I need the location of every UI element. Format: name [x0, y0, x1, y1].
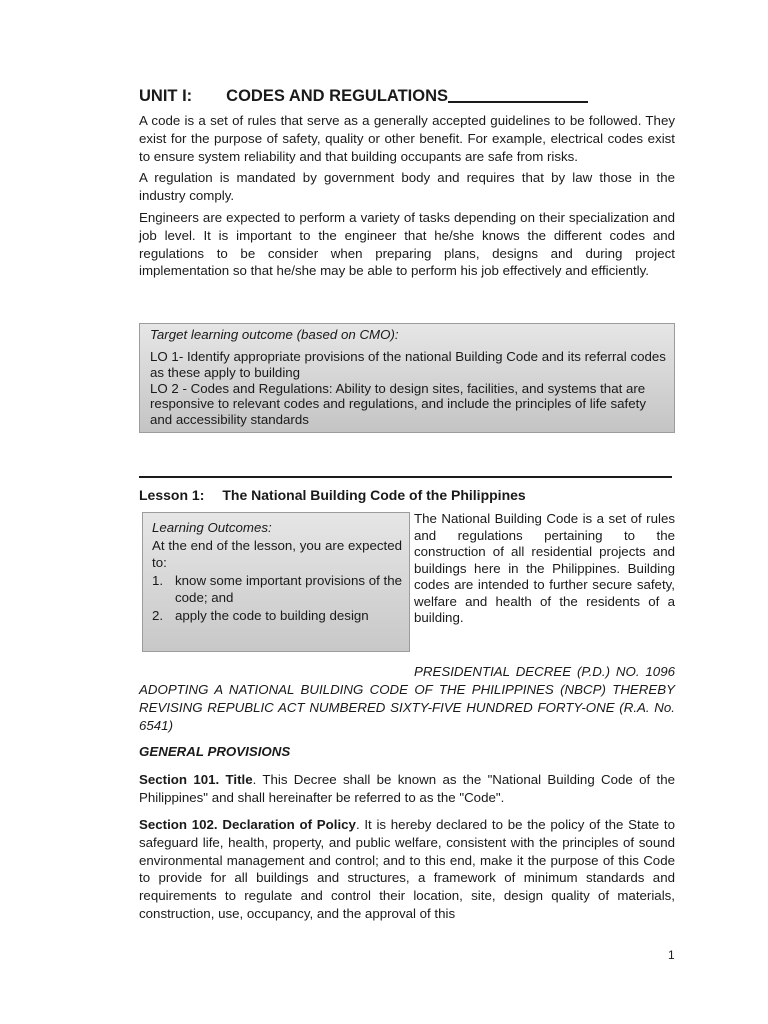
page-number: 1: [668, 948, 675, 962]
section-102-heading: Section 102. Declaration of Policy: [139, 817, 356, 832]
target-learning-outcome-box: [139, 323, 675, 433]
presidential-decree-title: PRESIDENTIAL DECREE (P.D.) NO. 1096 ADOPTING A NATIONAL BUILDING CODE OF THE PHILIPPINES (NBCP) THEREBY REVISING REPUBLIC ACT NUMBERED SIXTY-FIVE HUNDRED FORTY-ONE (R.A. No. 6541): [139, 664, 675, 733]
unit-heading: CODES AND REGULATIONS: [226, 87, 449, 105]
nbc-description: The National Building Code is a set of rules and regulations pertaining to the construction of all residential projects and buildings here in the Philippines. Building codes are intended to further secure safety, welfare and health of the residents of a building.: [414, 511, 675, 625]
intro-section: [139, 112, 675, 284]
learning-outcomes-intro: At the end of the lesson, you are expected to:: [152, 537, 402, 571]
section-102: [139, 816, 675, 923]
learning-outcomes-box: [142, 512, 410, 652]
lesson-title: The National Building Code of the Philippines: [222, 487, 526, 503]
section-101-heading: Section 101. Title: [139, 772, 253, 787]
intro-paragraph-regulation: A regulation is mandated by government body and requires that by law those in the industry comply.: [139, 170, 675, 204]
list-item: 1. know some important provisions of the code; and: [152, 572, 402, 606]
section-101: [139, 771, 675, 807]
intro-paragraph-code: A code is a set of rules that serve as a generally accepted guidelines to be followed. They exist for the purpose of safety, quality or other benefit. For example, electrical codes exist to ensure system reliability and that building occupants are safe from risks.: [139, 113, 675, 164]
list-item: 2. apply the code to building design: [152, 607, 369, 623]
lesson-heading: [139, 485, 526, 505]
general-provisions-heading: GENERAL PROVISIONS: [139, 744, 291, 759]
learning-outcome-2: LO 2 - Codes and Regulations: Ability to design sites, facilities, and systems that are responsive to relevant codes and regulations, and include the principles of life safety and accessibility standards: [150, 380, 646, 428]
section-divider: [139, 476, 672, 478]
title-underline: [448, 101, 588, 103]
learning-outcome-1: LO 1- Identify appropriate provisions of the national Building Code and its referral codes as these apply to building: [150, 349, 666, 380]
learning-outcomes-list: [152, 572, 402, 625]
target-outcome-heading: Target learning outcome (based on CMO):: [150, 327, 399, 342]
unit-title: [139, 86, 619, 106]
intro-paragraph-engineers: Engineers are expected to perform a variety of tasks depending on their specialization and job level. It is important to the engineer that he/she knows the different codes and regulations to be consider when preparing plans, designs and during project implementation so that he/she may be able to perform his job effectively and efficiently.: [139, 209, 675, 279]
lesson-label: Lesson 1:: [139, 487, 205, 503]
section-102-text: . It is hereby declared to be the policy of the State to safeguard life, health, property, and public welfare, consistent with the principles of sound environmental management and control; and to this end, make it the purpose of this Code to provide for all buildings and structures, a framework of minimum standards and requirements to regulate and control their location, site, design quality of materials, construction, use, occupancy, and the approval of this: [139, 817, 675, 921]
section-101-text: . This Decree shall be known as the "National Building Code of the Philippines" and shall hereinafter be referred to as the "Code".: [139, 772, 675, 805]
unit-label: UNIT I:: [139, 87, 193, 105]
learning-outcomes-heading: Learning Outcomes:: [152, 520, 272, 535]
